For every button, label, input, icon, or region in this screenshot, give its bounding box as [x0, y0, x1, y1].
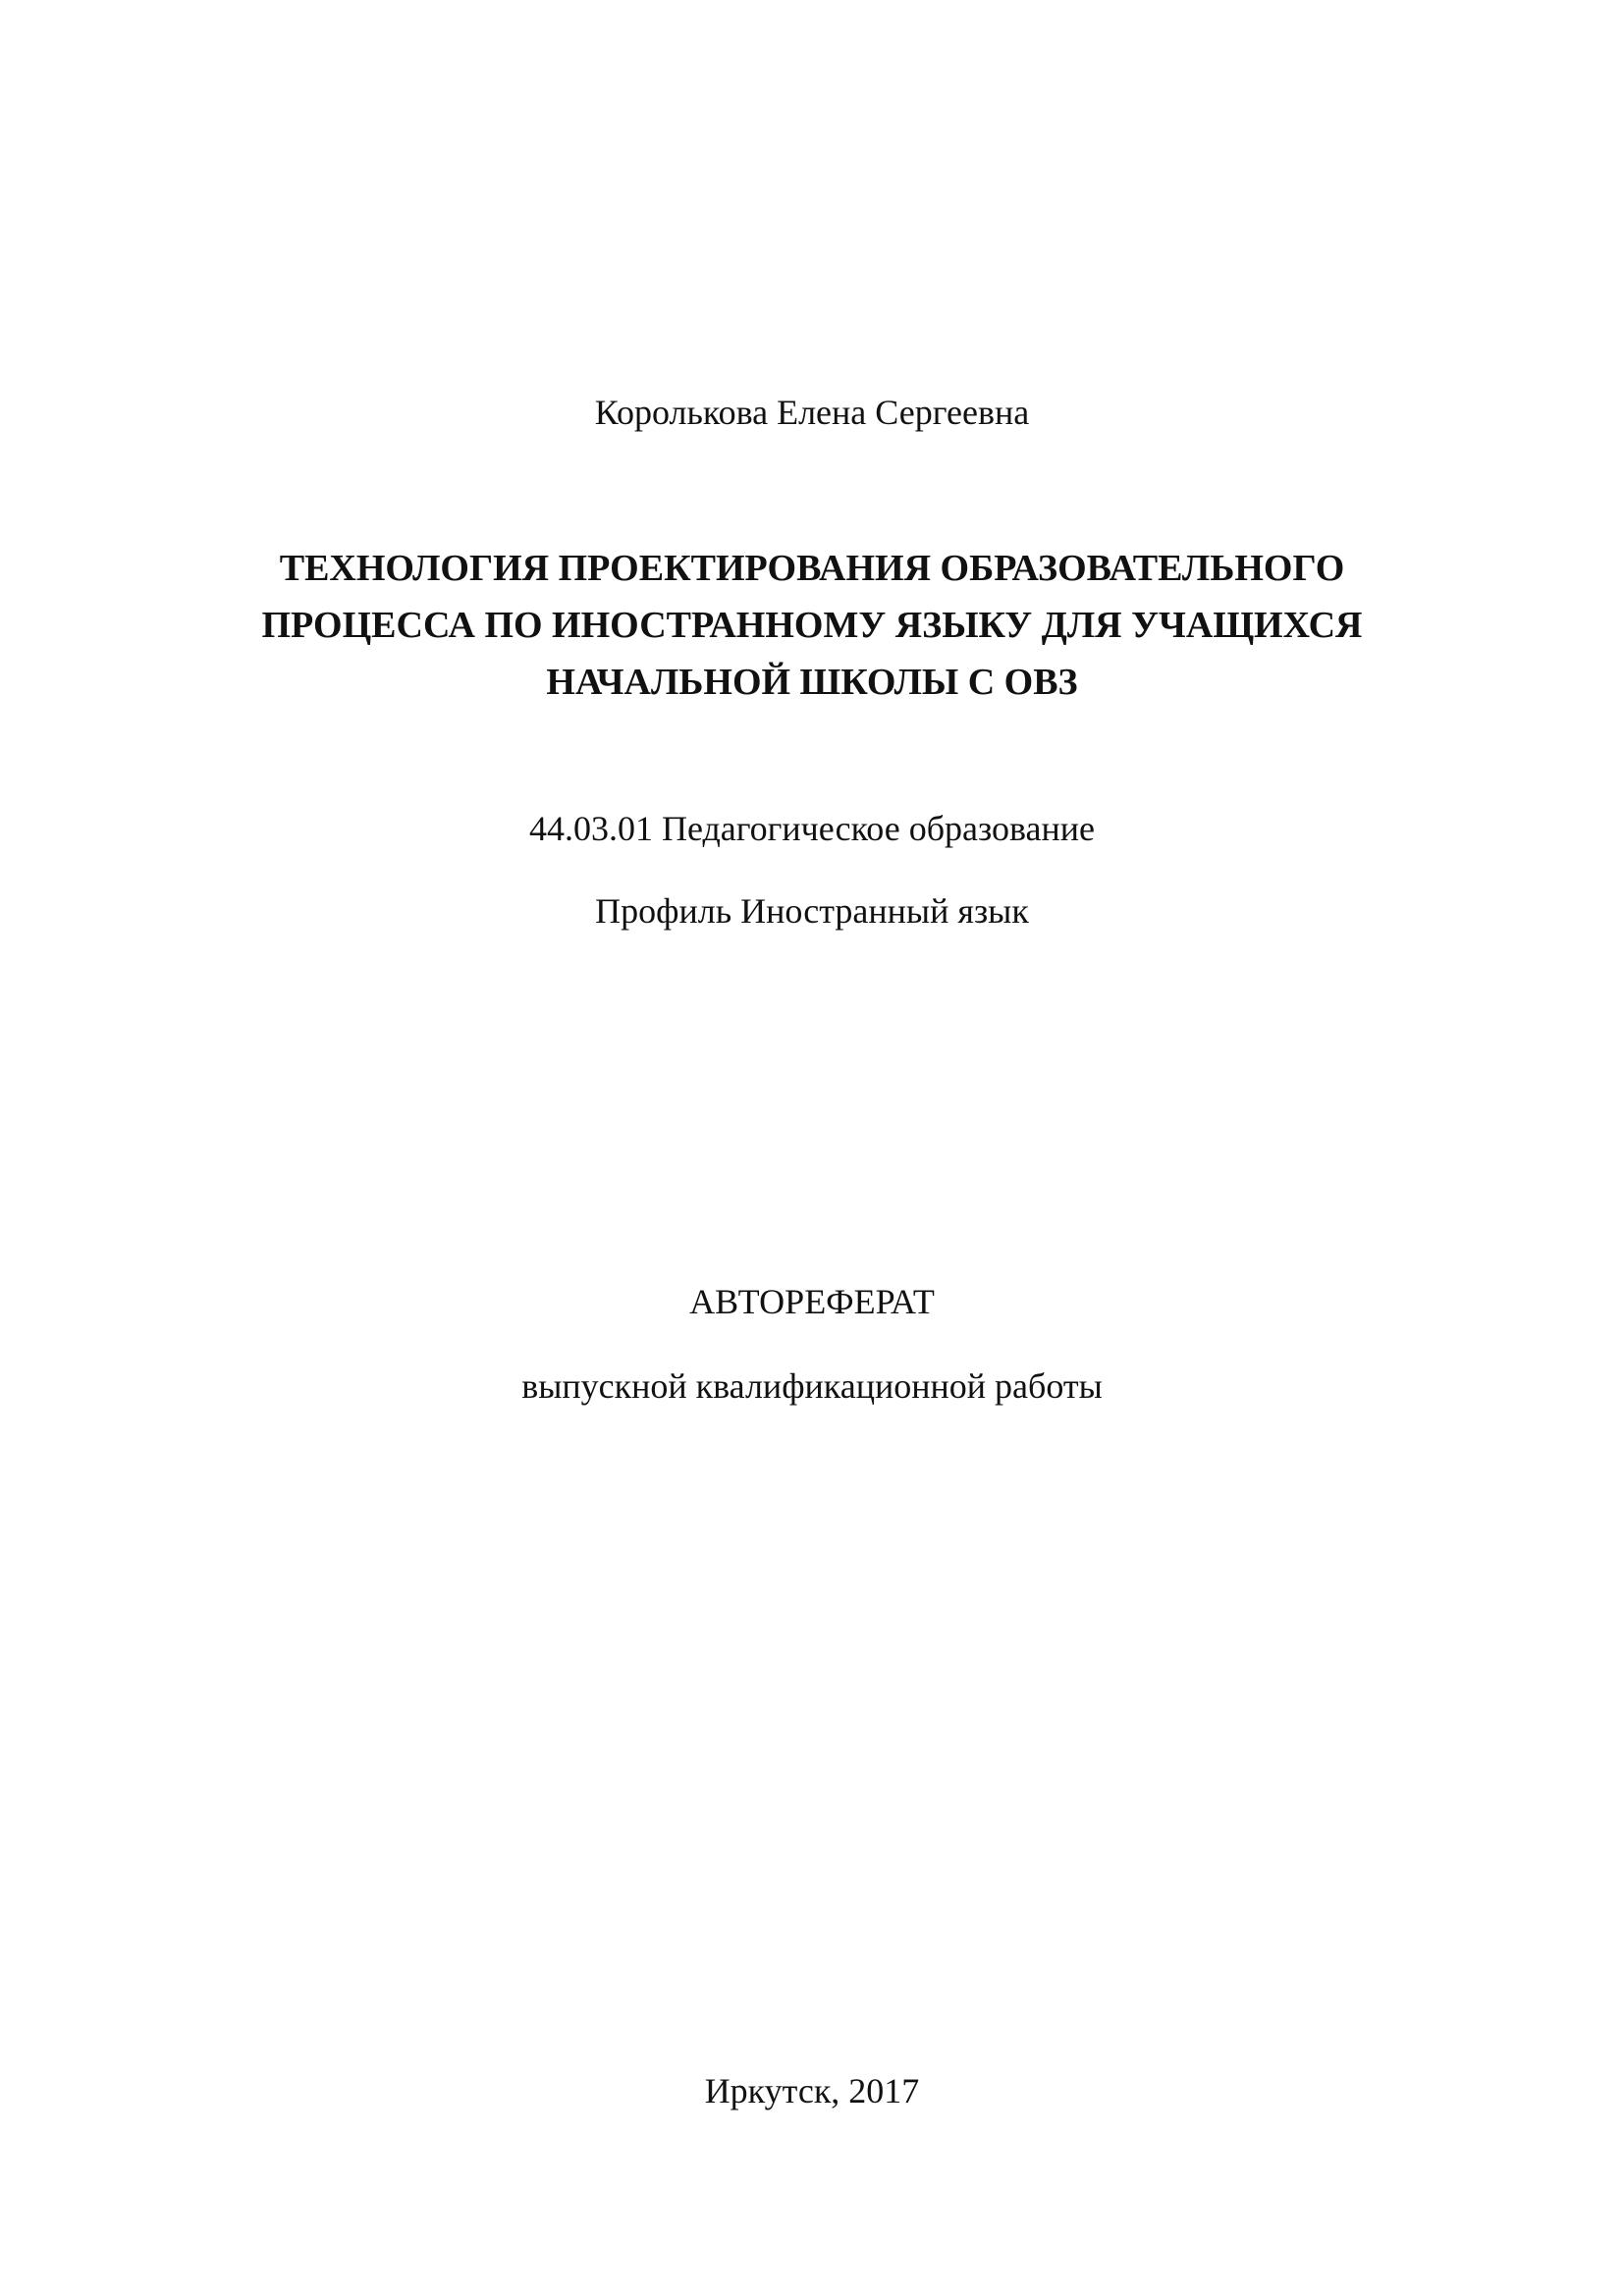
- profile-line: Профиль Иностранный язык: [595, 891, 1029, 931]
- thesis-title: [0, 540, 1624, 711]
- title-line-3: НАЧАЛЬНОЙ ШКОЛЫ С ОВЗ: [546, 662, 1078, 703]
- title-line-2: ПРОЦЕССА ПО ИНОСТРАННОМУ ЯЗЫКУ ДЛЯ УЧАЩИХСЯ: [261, 605, 1363, 646]
- author-name: Королькова Елена Сергеевна: [594, 393, 1030, 432]
- title-line-1: ТЕХНОЛОГИЯ ПРОЕКТИРОВАНИЯ ОБРАЗОВАТЕЛЬНОГО: [279, 548, 1345, 589]
- place-and-year: Иркутск, 2017: [704, 2071, 920, 2110]
- document-type: АВТОРЕФЕРАТ: [689, 1282, 935, 1321]
- specialty-code: 44.03.01 Педагогическое образование: [528, 809, 1096, 848]
- document-subtype: выпускной квалификационной работы: [521, 1366, 1103, 1406]
